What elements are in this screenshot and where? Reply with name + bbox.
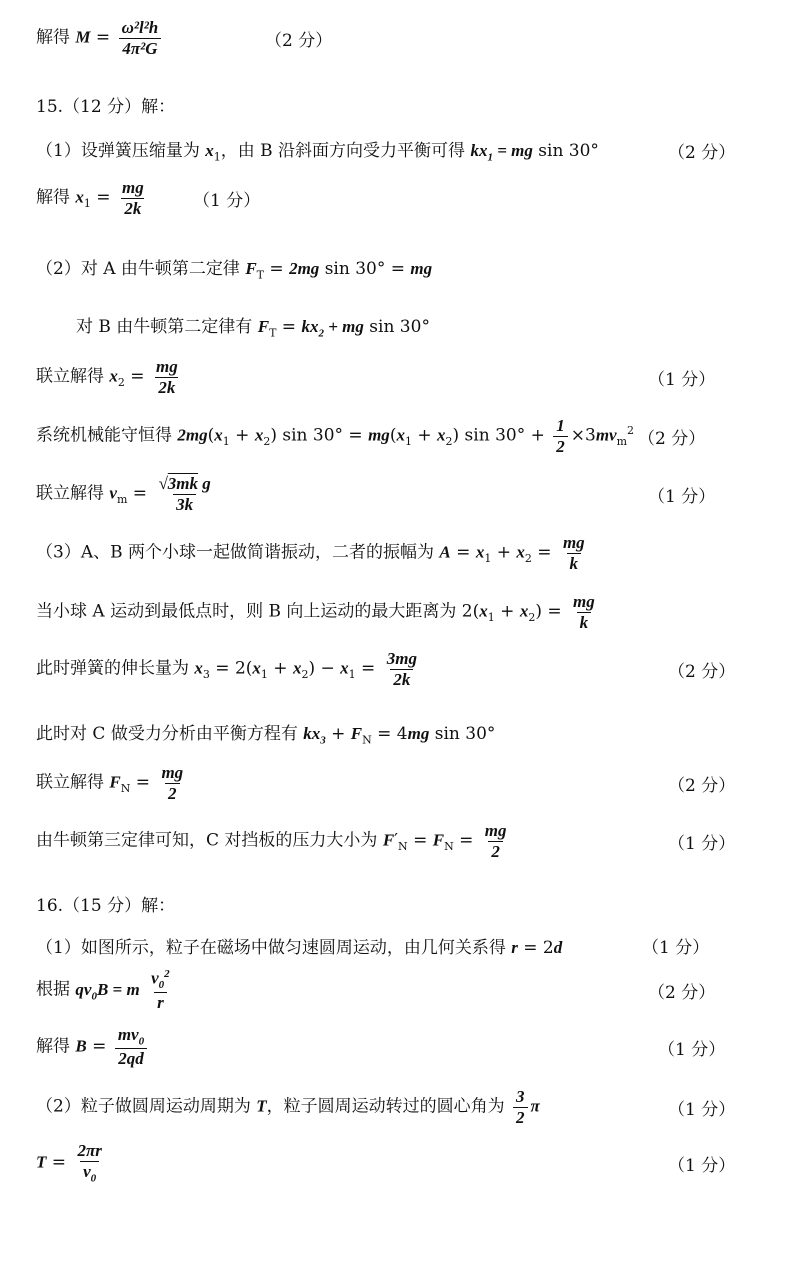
points-label: （1 分） (668, 1099, 736, 1120)
points-label: （2 分） (648, 982, 716, 1003)
points-label: （1 分） (668, 1155, 736, 1176)
points-label: （2 分） (638, 428, 706, 449)
solution-text: 此时弹簧的伸长量为 $x_3 = 2(x_1 + x_2) - x_1$ = $\frac{3mg}{2k}$ (36, 648, 417, 689)
solution-text: 此时对 C 做受力分析由平衡方程有 $kx_3 + F_N = 4mg$ sin 30° (36, 724, 496, 747)
solution-text: 对 B 由牛顿第二定律有 $F_T = kx_2$ + mg sin 30° (76, 317, 430, 340)
solution-text: 解得 B = $\frac{mv_0}{2qd}$ (36, 1025, 150, 1069)
solution-text: 联立解得 $v_m$ = $\frac{\text{√3mk g}}{3k}$ (36, 473, 211, 514)
points-label: （2 分） (668, 661, 736, 682)
points-label: （2 分） (668, 775, 736, 796)
solution-text: （2）对 A 由牛顿第二定律 $F_T = 2mg$ sin 30° = mg (36, 259, 433, 282)
solution-text: 当小球 A 运动到最低点时，则 B 向上运动的最大距离为 $2(x_1 + x_2)$ = $\frac{mg}{k}$ (36, 591, 595, 632)
solution-text: T = $\frac{2\pi r}{v_0}$ (36, 1141, 102, 1185)
points-label: （1 分） (658, 1039, 726, 1060)
points-label: （2 分） (668, 142, 736, 163)
problem-heading: 16.（15 分）解： (36, 895, 176, 916)
solution-text: 联立解得 $F_N$ = $\frac{mg}{2}$ (36, 762, 184, 803)
points-label: （1 分） (193, 190, 261, 211)
points-label: （1 分） (668, 833, 736, 854)
solution-text: 由牛顿第三定律可知，C 对挡板的压力大小为 $F'_N = F_N$ = $\frac{mg}{2}$ (36, 820, 507, 861)
points-label: （1 分） (642, 937, 710, 958)
solution-text: 解得 $x_1$ = $\frac{mg}{2k}$ (36, 177, 144, 218)
solution-text: （1）如图所示，粒子在磁场中做匀速圆周运动，由几何关系得 r = 2d (36, 937, 563, 958)
solution-text: 联立解得 $x_2$ = $\frac{mg}{2k}$ (36, 356, 178, 397)
solution-text: （2）粒子做圆周运动周期为 T，粒子圆周运动转过的圆心角为 $\frac{3}{2}$ π (36, 1086, 540, 1127)
points-label: （1 分） (648, 369, 716, 390)
points-label: （2 分） (265, 30, 333, 51)
solution-text: 系统机械能守恒得 $2mg(x_1 + x_2)$ $\sin 30^\circ = mg(x_1 + x_2)$ sin 30° + $\frac{1}{2}$ $\times 3mv_m^2$ (36, 415, 635, 456)
points-label: （1 分） (648, 486, 716, 507)
solution-text: 根据 $qv_0B = m$ $\frac{v_0^2}{r}$ (36, 967, 170, 1012)
solution-text: 解得 M = $\frac{\text{ω²l²h}}{\text{4π²G}}$ (36, 18, 164, 58)
problem-heading: 15.（12 分）解： (36, 96, 176, 117)
solution-text: （3）A、B 两个小球一起做简谐振动，二者的振幅为 $A = x_1 + x_2$ = $\frac{mg}{k}$ (36, 532, 585, 573)
solution-text: （1）设弹簧压缩量为 $x_1$，由 B 沿斜面方向受力平衡可得 $kx_1$ = mg sin 30° (36, 141, 599, 164)
